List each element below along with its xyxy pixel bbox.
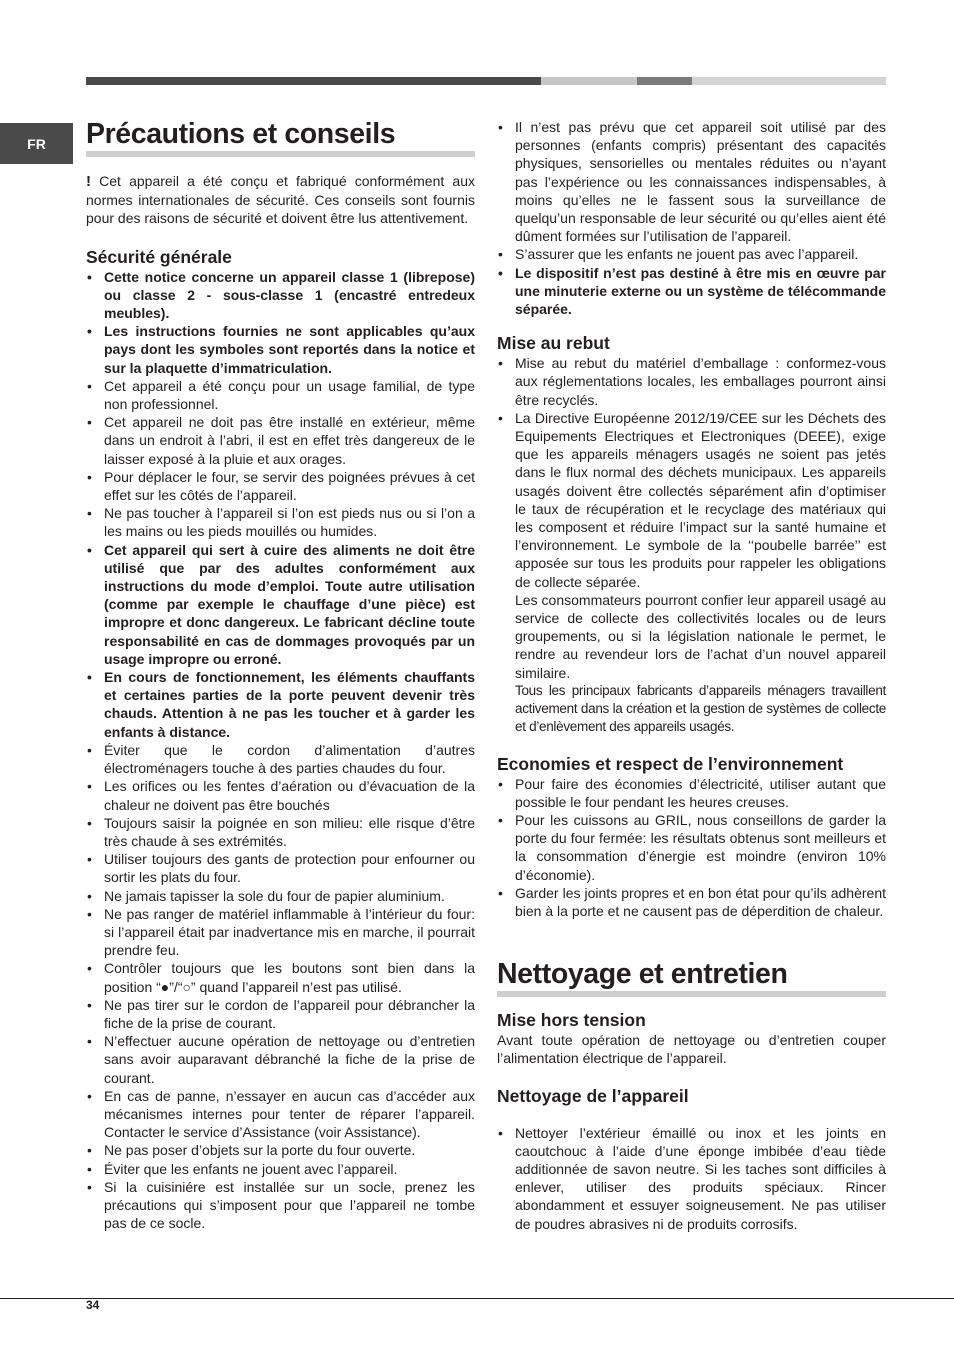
list-item: • Cet appareil ne doit pas être installé en extérieur, même dans un endroit à l’abri, il est en effet très dangereux de le laisser exposé à la pluie et aux orages. xyxy=(86,413,475,468)
list-item: • En cours de fonctionnement, les éléments chauffants et certaines parties de la porte peuvent devenir très chauds. Attention à ne pas les toucher et à garder les enfants à distance. xyxy=(86,668,475,741)
rebut-list xyxy=(497,354,886,736)
list-item: • Éviter que le cordon d’alimentation d’autres électroménagers touche à des parties chaudes du four. xyxy=(86,741,475,777)
top-bar-segment xyxy=(541,77,637,85)
list-item: • Mise au rebut du matériel d’emballage : conformez-vous aux réglementations locales, les emballages pourront ainsi être recyclés. xyxy=(497,354,886,409)
warning-mark: ! xyxy=(86,173,91,190)
list-item: • Les instructions fournies ne sont applicables qu’aux pays dont les symboles sont reportés dans la notice et sur la plaquette d’immatriculation. xyxy=(86,322,475,377)
list-item: • Ne pas ranger de matériel inflammable à l’intérieur du four: si l’appareil était par inadvertance mis en marche, il pourrait prendre feu. xyxy=(86,905,475,960)
list-item: • Ne pas toucher à l’appareil si l’on est pieds nus ou si l’on a les mains ou les pieds mouillés ou humides. xyxy=(86,504,475,540)
list-item: • S’assurer que les enfants ne jouent pas avec l’appareil. xyxy=(497,245,886,263)
list-item: • Les orifices ou les fentes d’aération ou d’évacuation de la chaleur ne doivent pas être bouchés xyxy=(86,777,475,813)
list-item: • Il n’est pas prévu que cet appareil soit utilisé par des personnes (enfants compris) présentant des capacités physiques, sensorielles ou mentales réduites ou n’ayant pas l’expérience ou les connaissances indispensables, à moins qu’elles ne le fassent sous la surveillance de quelqu’un responsable de leur sécurité ou qu’elles aient été dûment formées sur l’utilisation de l’appareil. xyxy=(497,118,886,245)
list-item: • Toujours saisir la poignée en son milieu: elle risque d’être très chaude à ses extrémités. xyxy=(86,814,475,850)
right-column xyxy=(497,118,886,1233)
list-item: • Pour déplacer le four, se servir des poignées prévues à cet effet sur les côtés de l’appareil. xyxy=(86,468,475,504)
rebut-item2-text: • La Directive Européenne 2012/19/CEE sur les Déchets des Equipements Electriques et Electroniques (DEEE), exige que les appareils ménagers usagés ne soient pas jetés dans le flux normal des déchets municipaux. Les appareils usagés doivent être collectés séparément afin d’optimiser le taux de récupération et le recyclage des matériaux qui les composent et réduire l’impact sur la santé humaine et l’environnement. Le symbole de la ‘‘poubelle barrée’’ est apposée sur tous les produits pour rappeler les obligations de collecte séparée. xyxy=(515,409,886,590)
top-bar-segment xyxy=(692,77,886,85)
intro-paragraph xyxy=(86,172,475,228)
economies-list xyxy=(497,775,886,921)
list-item: • Nettoyer l’extérieur émaillé ou inox et les joints en caoutchouc à l’aide d’une éponge imbibée d’eau tiède additionnée de savon neutre. Si les taches sont difficiles à enlever, utiliser des produits spéciaux. Rincer abondamment et essuyer soigneusement. Ne pas utiliser de poudres abrasives ni de produits corrosifs. xyxy=(497,1124,886,1233)
list-item: • Si la cuisiniére est installée sur un socle, prenez les précautions qui s’imposent pour que l’appareil ne tombe pas de ce socle. xyxy=(86,1178,475,1233)
list-item: • Contrôler toujours que les boutons sont bien dans la position “●”/“○” quand l’appareil n’est pas utilisé. xyxy=(86,959,475,995)
securite-list xyxy=(86,268,475,1233)
footer-rule xyxy=(0,1298,954,1299)
top-color-bar xyxy=(86,77,886,85)
heading-nettoyage-appareil: Nettoyage de l’appareil xyxy=(497,1085,689,1106)
nettoyage-list xyxy=(497,1124,886,1233)
top-bar-segment xyxy=(86,77,541,85)
hors-tension-text: Avant toute opération de nettoyage ou d’entretien couper l’alimentation électrique de l’appareil. xyxy=(497,1032,886,1067)
top-bar-segment xyxy=(637,77,692,85)
left-column xyxy=(86,117,475,1232)
heading-mise-hors-tension: Mise hors tension xyxy=(497,1010,646,1031)
heading-economies: Economies et respect de l’environnement xyxy=(497,753,844,774)
list-item: • Pour les cuissons au GRIL, nous conseillons de garder la porte du four fermée: les résultats obtenus sont meilleurs et la consommation d’énergie est moindre (environ 10% d’économie). xyxy=(497,811,886,884)
list-item: • Éviter que les enfants ne jouent avec l’appareil. xyxy=(86,1160,475,1178)
intro-text: Cet appareil a été conçu et fabriqué conformément aux normes internationales de sécurité. Ces conseils sont fournis pour des raisons de sécurité et doivent être lus attentivement. xyxy=(86,173,475,227)
list-item: • N’effectuer aucune opération de nettoyage ou d’entretien sans avoir auparavant débranché la fiche de la prise de courant. xyxy=(86,1032,475,1087)
list-item: • Le dispositif n’est pas destiné à être mis en œuvre par une minuterie externe ou un système de télécommande séparée. xyxy=(497,264,886,319)
list-item: • Cet appareil a été conçu pour un usage familial, de type non professionnel. xyxy=(86,377,475,413)
rebut-item2-cont1: Les consommateurs pourront confier leur appareil usagé au service de collecte des collectivités locales ou de leurs groupements, ou si la législation nationale le permet, le rendre au revendeur lors de l’achat d’un nouvel appareil similaire. xyxy=(515,591,886,681)
rebut-item2-cont2: Tous les principaux fabricants d’appareils ménagers travaillent activement dans la création et la gestion de systèmes de collecte et d’enlèvement des appareils usagés. xyxy=(515,682,886,735)
list-item: • En cas de panne, n’essayer en aucun cas d’accéder aux mécanismes internes pour tenter de réparer l’appareil. Contacter le service d’Assistance (voir Assistance). xyxy=(86,1087,475,1142)
section-title-nettoyage: Nettoyage et entretien xyxy=(497,957,886,997)
page-number: 34 xyxy=(86,1298,100,1312)
heading-securite-generale: Sécurité générale xyxy=(86,246,232,267)
list-item: • Utiliser toujours des gants de protection pour enfourner ou sortir les plats du four. xyxy=(86,850,475,886)
section-title-precautions: Précautions et conseils xyxy=(86,117,475,157)
heading-mise-au-rebut: Mise au rebut xyxy=(497,333,610,354)
list-item: • Ne pas tirer sur le cordon de l’appareil pour débrancher la fiche de la prise de courant. xyxy=(86,996,475,1032)
securite-continued-list xyxy=(497,118,886,318)
list-item: • Garder les joints propres et en bon état pour qu’ils adhèrent bien à la porte et ne causent pas de déperdition de chaleur. xyxy=(497,884,886,920)
list-item: • Ne jamais tapisser la sole du four de papier aluminium. xyxy=(86,887,475,905)
list-item: • Cet appareil qui sert à cuire des aliments ne doit être utilisé que par des adultes conformément aux instructions du mode d’emploi. Toute autre utilisation (comme par exemple le chauffage d’une pièce) est impropre et donc dangereux. Le fabricant décline toute responsabilité en cas de dommages provoqués par un usage impropre ou erroné. xyxy=(86,541,475,668)
list-item: • Pour faire des économies d’électricité, utiliser autant que possible le four pendant les heures creuses. xyxy=(497,775,886,811)
language-tab: FR xyxy=(0,123,73,164)
list-item xyxy=(497,409,886,737)
list-item: • Cette notice concerne un appareil classe 1 (librepose) ou classe 2 - sous-classe 1 (encastré entredeux meubles). xyxy=(86,268,475,323)
list-item: • Ne pas poser d’objets sur la porte du four ouverte. xyxy=(86,1141,475,1159)
